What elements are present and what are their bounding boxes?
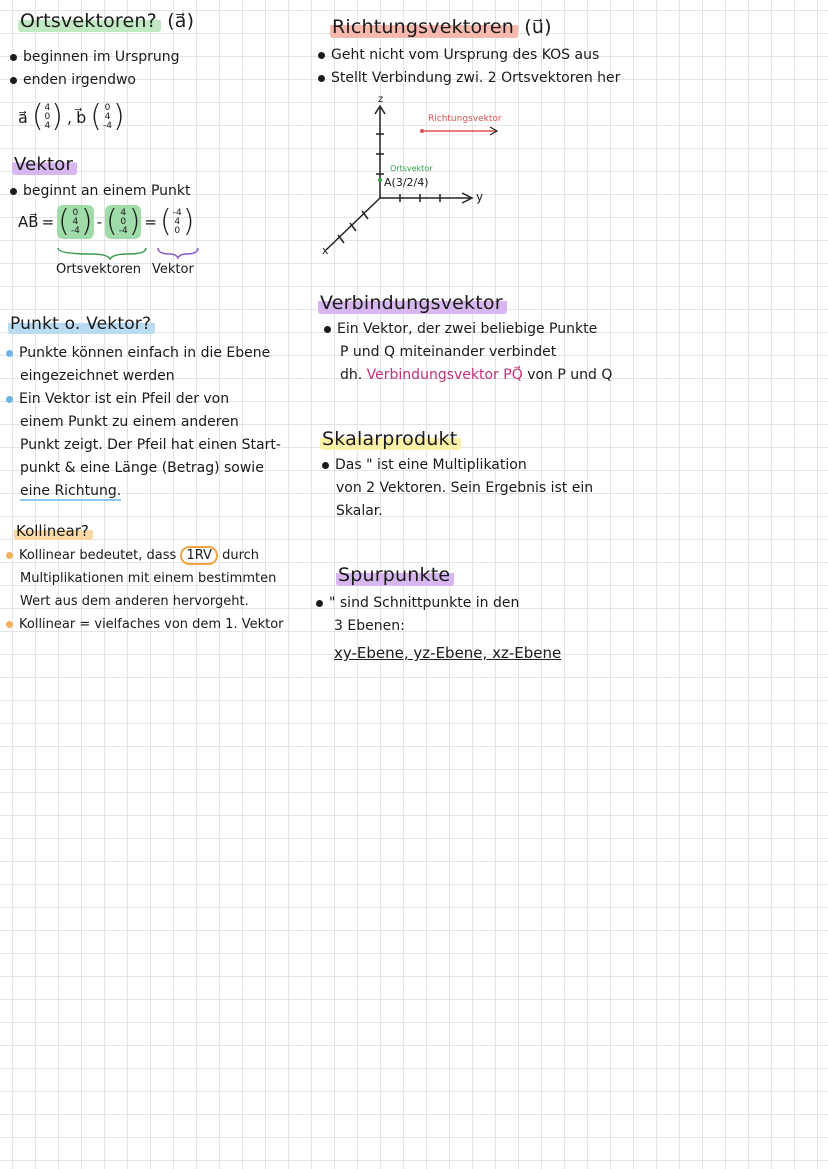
vector-ab-label: AB⃗ [18,213,39,231]
circled-1rv: 1RV [180,546,218,565]
richtung-bullets [318,44,620,90]
richtungsvektor-arrow [420,127,497,135]
z-label: z [378,94,384,105]
list-item: Geht nicht vom Ursprung des KOS aus [318,44,620,67]
label-ortsvektoren: Ortsvektoren [56,262,142,277]
vector-a-matrix: ( 4 0 4 ) [31,99,63,134]
list-item: Kollinear = vielfaches von dem 1. Vektor [6,613,284,636]
result-vector-matrix: ( -4 4 0 ) [159,204,195,239]
list-item: Punkte können einfach in die Ebene [6,342,281,365]
spur-title: Spurpunkte [336,564,454,586]
list-item: Ein Vektor, der zwei beliebige Punkte [324,318,612,341]
list-item: Das " ist eine Multiplikation [322,454,593,477]
ortsvektor-matrix-1: ( 0 4 -4 ) [58,204,93,239]
x-label: x [322,244,329,257]
verbindung-body: Ein Vektor, der zwei beliebige Punkte P und Q miteinander verbindet dh. Verbindungsvektor PQ⃗ von P und Q [324,318,612,387]
ortsvektoren-example: a⃗ ( 4 0 4 ) , b⃗ ( 0 4 -4 ) [18,99,125,134]
ortsvektoren-heading [18,10,194,32]
skalar-heading [320,428,461,450]
list-item: Kollinear bedeutet, dass 1RV durch [6,544,284,567]
ortsvektoren-bullets [10,46,180,92]
skalar-body: Das " ist eine Multiplikation von 2 Vektoren. Sein Ergebnis ist ein Skalar. [322,454,593,523]
vector-b-label: b⃗ [76,107,87,127]
kollinear-title: Kollinear? [14,522,93,540]
ebenen-list: xy-Ebene, yz-Ebene, xz-Ebene [334,644,562,662]
list-item: " sind Schnittpunkte in den [316,592,561,615]
skalar-title: Skalarprodukt [320,428,461,450]
y-label: y [476,190,484,204]
verbindung-title: Verbindungsvektor [318,292,507,314]
richtung-title: Richtungsvektoren [330,16,518,38]
vektor-title: Vektor [12,154,77,175]
list-item: Ein Vektor ist ein Pfeil der von [6,388,281,411]
spur-body: " sind Schnittpunkte in den 3 Ebenen: xy-Ebene, yz-Ebene, xz-Ebene [316,592,561,665]
list-item: Stellt Verbindung zwi. 2 Ortsvektoren her [318,67,620,90]
vector-b-matrix: ( 0 4 -4 ) [90,99,125,134]
richtungsvektor-label: Richtungsvektor [428,114,502,124]
vector-a-label: a⃗ [18,107,28,127]
label-vektor: Vektor [152,262,194,277]
kollinear-heading [14,522,93,540]
ortsvektor-matrix-2: ( 4 0 -4 ) [105,204,141,239]
kollinear-body: Kollinear bedeutet, dass 1RV durch Multiplikationen mit einem bestimmten Wert aus dem anderen hervorgeht. Kollinear = vielfaches von dem 1. Vektor [6,544,284,636]
richtung-symbol: (u⃗) [524,16,552,38]
ortsvektoren-title: Ortsvektoren? [18,10,161,32]
punkt-title: Punkt o. Vektor? [8,314,155,334]
x-axis [326,198,380,250]
list-item: enden irgendwo [10,69,180,92]
richtung-heading [330,16,552,38]
spur-heading [336,564,454,586]
point-a-label: A(3/2/4) [384,176,429,189]
ortsvektor-label: Ortsvektor [390,164,433,173]
vektor-heading [12,154,77,175]
punkt-heading [8,314,155,334]
vektor-bullet: beginnt an einem Punkt [10,180,190,203]
vektor-equation: AB⃗ = ( 0 4 -4 ) - ( 4 0 -4 ) = ( -4 4 0 ) [18,204,195,239]
verbindung-heading [318,292,507,314]
list-item: beginnen im Ursprung [10,46,180,69]
point-a-marker [378,178,382,182]
punkt-body: Punkte können einfach in die Ebene eingezeichnet werden Ein Vektor ist ein Pfeil der von einem Punkt zu einem anderen Punkt zeigt. Der Pfeil hat einen Start- punkt & eine Länge (Betrag) sowie eine Richtung. [6,342,281,503]
ortsvektoren-symbol: (a⃗) [167,10,195,32]
